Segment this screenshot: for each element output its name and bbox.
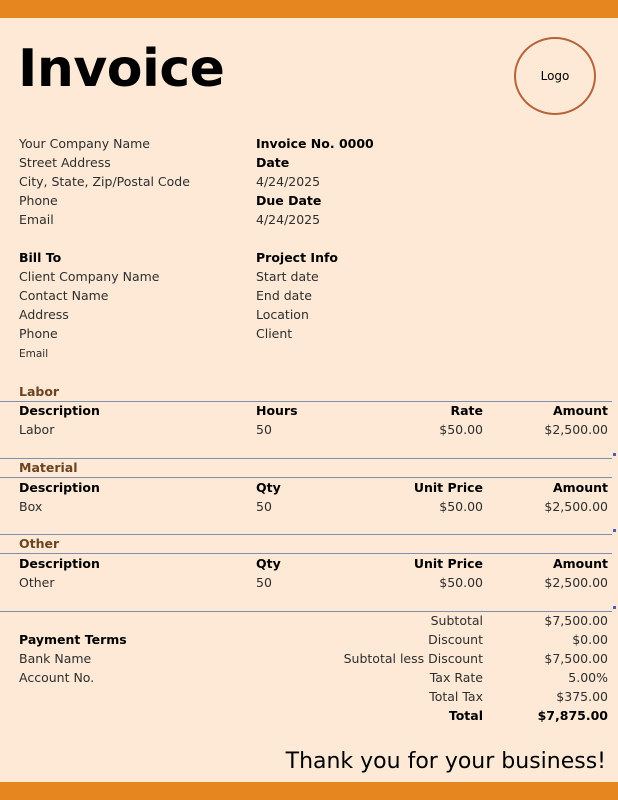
totals-divider (0, 611, 612, 612)
invoice-title: Invoice (18, 39, 225, 99)
bill-to-address: Address (19, 307, 69, 322)
material-bottom-divider (0, 534, 612, 535)
material-section-title: Material (19, 460, 78, 475)
total-tax-value: $375.00 (556, 689, 608, 704)
project-client: Client (256, 326, 293, 341)
bill-to-heading: Bill To (19, 250, 62, 265)
payment-account-no: Account No. (19, 670, 95, 685)
other-row-description: Other (19, 575, 55, 590)
payment-terms-heading: Payment Terms (19, 632, 127, 647)
other-divider (0, 553, 612, 554)
subtotal-less-discount-label: Subtotal less Discount (343, 651, 483, 666)
bill-to-phone: Phone (19, 326, 58, 341)
company-name: Your Company Name (19, 136, 150, 151)
labor-row-amount: $2,500.00 (544, 422, 608, 437)
other-row-qty: 50 (256, 575, 272, 590)
subtotal-value: $7,500.00 (544, 613, 608, 628)
other-header-description: Description (19, 556, 100, 571)
other-section-title: Other (19, 536, 60, 551)
due-date-label: Due Date (256, 193, 322, 208)
top-accent-bar (0, 0, 618, 18)
labor-header-amount: Amount (552, 403, 608, 418)
bill-to-contact: Contact Name (19, 288, 109, 303)
payment-bank-name: Bank Name (19, 651, 92, 666)
material-row-qty: 50 (256, 499, 272, 514)
invoice-number: Invoice No. 0000 (256, 136, 374, 151)
discount-label: Discount (428, 632, 483, 647)
project-info-heading: Project Info (256, 250, 338, 265)
other-row-unit-price: $50.00 (439, 575, 483, 590)
company-email: Email (19, 212, 54, 227)
labor-header-description: Description (19, 403, 100, 418)
total-value: $7,875.00 (537, 708, 608, 723)
bottom-accent-bar (0, 782, 618, 800)
logo-label: Logo (540, 69, 570, 83)
project-start: Start date (256, 269, 319, 284)
logo-placeholder (514, 37, 596, 115)
project-end: End date (256, 288, 312, 303)
company-phone: Phone (19, 193, 58, 208)
material-header-unit-price: Unit Price (413, 480, 483, 495)
material-divider (0, 477, 612, 478)
material-row-description: Box (19, 499, 43, 514)
total-label: Total (448, 708, 483, 723)
resize-marker (613, 606, 616, 609)
other-row-amount: $2,500.00 (544, 575, 608, 590)
material-header-amount: Amount (552, 480, 608, 495)
tax-rate-value: 5.00% (568, 670, 608, 685)
thank-you-message: Thank you for your business! (285, 749, 606, 774)
labor-row-rate: $50.00 (439, 422, 483, 437)
labor-divider (0, 401, 612, 402)
subtotal-less-discount-value: $7,500.00 (544, 651, 608, 666)
due-date-value: 4/24/2025 (256, 212, 321, 227)
material-header-description: Description (19, 480, 100, 495)
material-header-qty: Qty (256, 480, 281, 495)
labor-row-hours: 50 (256, 422, 272, 437)
project-location: Location (256, 307, 309, 322)
bill-to-email: Email (19, 348, 49, 360)
material-row-amount: $2,500.00 (544, 499, 608, 514)
invoice-date-label: Date (256, 155, 290, 170)
resize-marker (613, 529, 616, 532)
subtotal-label: Subtotal (430, 613, 483, 628)
material-row-unit-price: $50.00 (439, 499, 483, 514)
labor-section-title: Labor (19, 384, 60, 399)
invoice-date-value: 4/24/2025 (256, 174, 321, 189)
other-header-amount: Amount (552, 556, 608, 571)
company-street: Street Address (19, 155, 111, 170)
bill-to-company: Client Company Name (19, 269, 160, 284)
tax-rate-label: Tax Rate (429, 670, 483, 685)
labor-header-rate: Rate (450, 403, 483, 418)
company-city: City, State, Zip/Postal Code (19, 174, 190, 189)
labor-bottom-divider (0, 458, 612, 459)
total-tax-label: Total Tax (429, 689, 483, 704)
other-header-unit-price: Unit Price (413, 556, 483, 571)
discount-value: $0.00 (572, 632, 608, 647)
resize-marker (613, 453, 616, 456)
labor-row-description: Labor (19, 422, 55, 437)
other-header-qty: Qty (256, 556, 281, 571)
labor-header-hours: Hours (256, 403, 298, 418)
